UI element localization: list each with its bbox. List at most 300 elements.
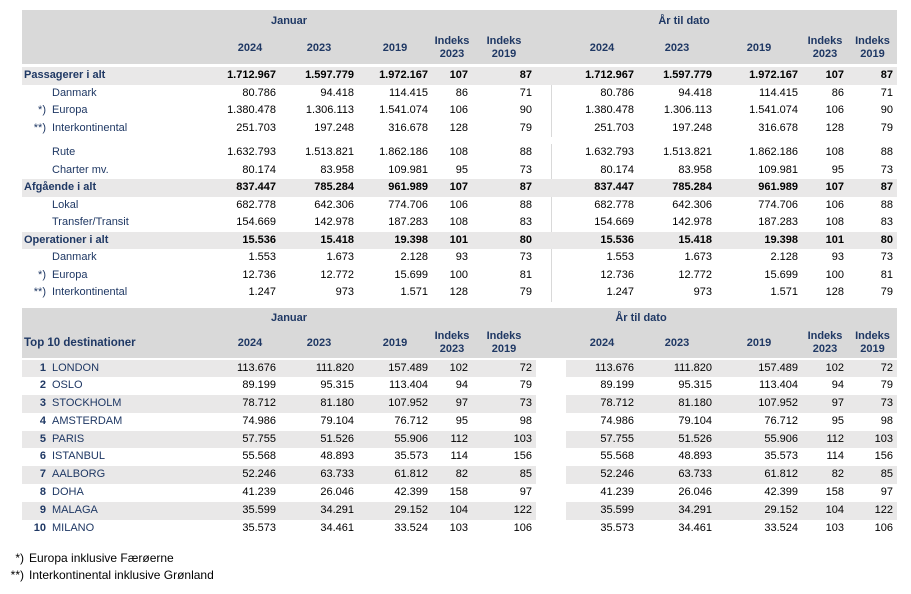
column-divider (536, 377, 566, 395)
cell-ytd-2024: 1.712.967 (585, 69, 634, 81)
col-ytd-2024: 2024 (589, 336, 615, 349)
destination-row (22, 520, 897, 538)
table-row (22, 102, 897, 120)
cell-jan-2024: 57.755 (220, 431, 280, 449)
cell-jan-2019: 29.152 (358, 502, 432, 520)
cell-jan-2019: 774.706 (388, 198, 428, 211)
cell-ytd-2019: 61.812 (716, 466, 802, 484)
destination-name: AMSTERDAM (52, 414, 123, 427)
footnote-marker: *) (15, 551, 24, 566)
cell-ytd-indeks-2023: 82 (802, 466, 848, 484)
rank-number: 8 (39, 486, 46, 499)
cell-jan-2024: 80.786 (242, 86, 276, 99)
cell-ytd-indeks-2019: 72 (848, 360, 897, 378)
destination-label-cell (22, 413, 220, 431)
period-header-row (22, 10, 897, 32)
cell-jan-2024: 1.247 (248, 286, 276, 298)
traffic-totals-body (22, 67, 897, 302)
cell-ytd-2019: 76.712 (764, 414, 798, 427)
column-divider (536, 502, 566, 520)
col-ytd-2019: 2019 (746, 336, 772, 349)
cell-jan-2023: 111.820 (280, 360, 358, 378)
cell-ytd-2024: 251.703 (594, 121, 634, 134)
cell-ytd-2023: 12.772 (678, 268, 712, 281)
cell-jan-2019: 157.489 (358, 360, 432, 378)
column-divider (536, 214, 566, 232)
cell-jan-indeks-2019: 72 (472, 360, 536, 378)
cell-jan-indeks-2023: 93 (455, 251, 468, 263)
cell-jan-indeks-2019: 73 (519, 163, 532, 176)
cell-jan-indeks-2023: 128 (449, 121, 468, 134)
row-label-cell (22, 197, 220, 215)
cell-ytd-2023: 15.418 (678, 233, 712, 246)
table-row (22, 67, 897, 85)
destination-row (22, 466, 897, 484)
cell-jan-indeks-2019: 103 (472, 431, 536, 449)
cell-ytd-indeks-2023: 101 (825, 233, 844, 246)
period-header-row (22, 308, 897, 328)
top10-body (22, 360, 897, 538)
cell-jan-2024: 41.239 (242, 486, 276, 499)
cell-ytd-indeks-2023: 106 (825, 104, 844, 116)
cell-jan-2024: 78.712 (220, 395, 280, 413)
cell-jan-2023: 15.418 (320, 233, 354, 246)
cell-ytd-2019: 187.283 (758, 216, 798, 228)
traffic-totals-table (22, 10, 897, 302)
cell-ytd-2024: 80.786 (600, 86, 634, 99)
cell-jan-indeks-2023: 95 (455, 414, 468, 427)
column-divider (536, 197, 566, 215)
column-divider (536, 431, 566, 449)
row-label: Europa (52, 268, 88, 281)
cell-jan-2019: 42.399 (394, 486, 428, 499)
cell-jan-2023: 34.461 (320, 521, 354, 534)
row-label: Afgående i alt (24, 181, 97, 193)
col-ytd-indeks-2019: Indeks 2019 (855, 329, 890, 355)
rank-number: 4 (39, 414, 46, 427)
destination-row (22, 395, 897, 413)
cell-ytd-2024: 55.568 (600, 450, 634, 463)
col-jan-indeks-2023: Indeks 2023 (434, 329, 470, 355)
cell-ytd-indeks-2019: 156 (874, 450, 893, 463)
cell-ytd-2019: 1.541.074 (749, 104, 798, 116)
col-jan-indeks-2019: Indeks 2019 (486, 35, 522, 60)
cell-jan-2023: 51.526 (280, 431, 358, 449)
col-ytd-2024: 2024 (589, 42, 615, 54)
row-label: Interkontinental (52, 286, 128, 298)
cell-jan-2019: 187.283 (388, 216, 428, 228)
cell-ytd-2023: 51.526 (638, 431, 716, 449)
cell-ytd-2024: 15.536 (600, 233, 634, 246)
table-row (22, 267, 897, 285)
cell-jan-2019: 1.972.167 (379, 69, 428, 81)
cell-ytd-indeks-2019: 98 (880, 414, 893, 427)
cell-jan-indeks-2019: 98 (519, 414, 532, 427)
cell-ytd-indeks-2023: 107 (825, 69, 844, 81)
cell-jan-indeks-2019: 85 (472, 466, 536, 484)
cell-ytd-2023: 785.284 (672, 181, 712, 193)
cell-jan-indeks-2019: 83 (519, 216, 532, 228)
cell-ytd-2019: 961.989 (758, 181, 798, 193)
column-divider (536, 360, 566, 378)
cell-ytd-2019: 33.524 (764, 521, 798, 534)
cell-ytd-2024: 1.380.478 (585, 104, 634, 116)
cell-jan-indeks-2023: 112 (432, 431, 472, 449)
cell-ytd-indeks-2019: 71 (880, 86, 893, 99)
cell-jan-indeks-2023: 158 (449, 486, 468, 499)
row-label: Danmark (52, 251, 97, 263)
cell-jan-indeks-2019: 79 (519, 286, 532, 298)
cell-ytd-indeks-2019: 90 (880, 104, 893, 116)
col-jan-2024: 2024 (237, 336, 263, 349)
column-divider (536, 267, 566, 285)
cell-ytd-2024: 74.986 (600, 414, 634, 427)
footnote-marker: **) (10, 568, 24, 583)
destination-row (22, 413, 897, 431)
cell-jan-indeks-2023: 95 (455, 163, 468, 176)
cell-jan-2019: 55.906 (358, 431, 432, 449)
cell-jan-indeks-2023: 106 (449, 198, 468, 211)
cell-ytd-indeks-2019: 73 (880, 251, 893, 263)
row-label-cell (22, 162, 220, 180)
cell-jan-2023: 1.513.821 (305, 146, 354, 158)
cell-ytd-indeks-2019: 79 (880, 379, 893, 392)
cell-ytd-indeks-2019: 87 (880, 181, 893, 193)
cell-jan-indeks-2023: 104 (432, 502, 472, 520)
cell-jan-2024: 837.447 (236, 181, 276, 193)
destination-row (22, 360, 897, 378)
cell-jan-indeks-2023: 94 (455, 379, 468, 392)
cell-ytd-2024: 154.669 (594, 216, 634, 228)
cell-jan-2023: 63.733 (280, 466, 358, 484)
cell-ytd-2023: 63.733 (638, 466, 716, 484)
cell-jan-2024: 1.712.967 (227, 69, 276, 81)
cell-jan-indeks-2019: 88 (519, 146, 532, 158)
cell-jan-indeks-2019: 88 (519, 198, 532, 211)
row-label: Danmark (52, 86, 97, 99)
cell-ytd-2024: 1.247 (606, 286, 634, 298)
table-row (22, 162, 897, 180)
cell-jan-2023: 79.104 (320, 414, 354, 427)
period-ytd-label: År til dato (615, 311, 667, 324)
cell-ytd-2024: 35.573 (600, 521, 634, 534)
cell-ytd-2023: 197.248 (672, 121, 712, 134)
cell-jan-2023: 142.978 (314, 216, 354, 228)
cell-ytd-2024: 89.199 (600, 379, 634, 392)
cell-ytd-indeks-2023: 108 (825, 216, 844, 228)
row-label: Charter mv. (52, 163, 109, 176)
cell-ytd-2023: 142.978 (672, 216, 712, 228)
cell-ytd-indeks-2023: 93 (831, 251, 844, 263)
destination-label-cell (22, 395, 220, 413)
destination-row (22, 502, 897, 520)
cell-ytd-indeks-2023: 102 (802, 360, 848, 378)
destination-label-cell (22, 484, 220, 502)
cell-jan-indeks-2019: 106 (513, 521, 532, 534)
cell-ytd-indeks-2023: 128 (825, 286, 844, 298)
cell-ytd-2019: 15.699 (764, 268, 798, 281)
cell-ytd-indeks-2023: 94 (831, 379, 844, 392)
cell-ytd-2023: 34.461 (678, 521, 712, 534)
row-label: Transfer/Transit (52, 216, 129, 228)
cell-ytd-2024: 57.755 (566, 431, 638, 449)
cell-ytd-indeks-2023: 95 (831, 414, 844, 427)
cell-jan-2023: 95.315 (320, 379, 354, 392)
cell-ytd-2024: 80.174 (600, 163, 634, 176)
column-divider (536, 395, 566, 413)
cell-jan-2024: 52.246 (220, 466, 280, 484)
period-januar-label: Januar (270, 311, 308, 324)
cell-jan-2019: 61.812 (358, 466, 432, 484)
column-divider (536, 484, 566, 502)
cell-ytd-2019: 29.152 (716, 502, 802, 520)
destination-row (22, 484, 897, 502)
cell-jan-2023: 48.893 (320, 450, 354, 463)
cell-jan-2024: 1.380.478 (227, 104, 276, 116)
cell-jan-indeks-2019: 81 (519, 268, 532, 281)
cell-ytd-2023: 111.820 (638, 360, 716, 378)
cell-jan-2023: 973 (335, 286, 354, 298)
cell-jan-2024: 154.669 (236, 216, 276, 228)
destination-name: ISTANBUL (52, 450, 105, 463)
footnote-europa (4, 550, 911, 567)
row-label-cell (22, 232, 220, 250)
cell-ytd-indeks-2023: 103 (825, 521, 844, 534)
cell-ytd-2019: 774.706 (758, 198, 798, 211)
cell-ytd-2023: 81.180 (638, 395, 716, 413)
footnote-ref-marker: *) (38, 104, 46, 116)
cell-ytd-indeks-2019: 87 (880, 69, 893, 81)
destination-row (22, 377, 897, 395)
cell-jan-indeks-2023: 101 (449, 233, 468, 246)
cell-jan-indeks-2019: 80 (519, 233, 532, 246)
cell-ytd-2023: 48.893 (678, 450, 712, 463)
cell-ytd-indeks-2019: 97 (880, 486, 893, 499)
cell-jan-2019: 1.541.074 (379, 104, 428, 116)
cell-jan-2019: 19.398 (394, 233, 428, 246)
cell-jan-indeks-2019: 87 (519, 69, 532, 81)
table-row (22, 85, 897, 103)
column-divider (536, 413, 566, 431)
cell-jan-2024: 15.536 (242, 233, 276, 246)
cell-jan-2019: 76.712 (394, 414, 428, 427)
cell-ytd-indeks-2023: 95 (831, 163, 844, 176)
cell-jan-2024: 113.676 (220, 360, 280, 378)
cell-jan-2024: 1.553 (248, 251, 276, 263)
cell-ytd-indeks-2019: 81 (880, 268, 893, 281)
cell-ytd-indeks-2019: 85 (848, 466, 897, 484)
col-jan-indeks-2023: Indeks 2023 (434, 35, 470, 60)
cell-ytd-indeks-2023: 128 (825, 121, 844, 134)
cell-ytd-2024: 12.736 (600, 268, 634, 281)
cell-jan-2019: 33.524 (394, 521, 428, 534)
rank-number: 5 (39, 432, 46, 445)
cell-ytd-2019: 55.906 (716, 431, 802, 449)
cell-ytd-2019: 114.415 (759, 86, 798, 99)
cell-ytd-2023: 79.104 (678, 414, 712, 427)
row-label-cell (22, 267, 220, 285)
column-divider (536, 85, 566, 103)
destination-name: MALAGA (52, 503, 98, 516)
cell-jan-2019: 114.415 (389, 86, 428, 99)
cell-jan-2023: 785.284 (314, 181, 354, 193)
table-row (22, 232, 897, 250)
cell-ytd-2023: 34.291 (638, 502, 716, 520)
cell-ytd-indeks-2019: 83 (880, 216, 893, 228)
footnote-ref-marker: **) (33, 121, 46, 134)
row-label-cell (22, 67, 220, 85)
cell-jan-2024: 12.736 (242, 268, 276, 281)
cell-jan-indeks-2023: 106 (449, 104, 468, 116)
cell-ytd-indeks-2023: 114 (826, 450, 844, 463)
footnote-text: Interkontinental inklusive Grønland (29, 568, 214, 583)
table-row (22, 179, 897, 197)
top10-title: Top 10 destinationer (24, 336, 136, 349)
cell-jan-2023: 12.772 (320, 268, 354, 281)
cell-jan-indeks-2019: 73 (472, 395, 536, 413)
row-label-cell (22, 120, 220, 138)
cell-jan-2024: 35.573 (242, 521, 276, 534)
cell-jan-indeks-2023: 107 (449, 69, 468, 81)
cell-jan-indeks-2023: 103 (449, 521, 468, 534)
cell-jan-2023: 1.306.113 (305, 104, 354, 116)
column-divider (536, 144, 566, 162)
cell-ytd-indeks-2019: 73 (848, 395, 897, 413)
cell-jan-2023: 1.597.779 (305, 69, 354, 81)
destination-name: OSLO (52, 379, 83, 392)
row-label-cell (22, 144, 220, 162)
destination-name: PARIS (52, 432, 85, 445)
cell-ytd-2019: 1.862.186 (749, 146, 798, 158)
destination-name: STOCKHOLM (52, 397, 122, 410)
top10-destinations-table (22, 308, 897, 538)
cell-jan-2023: 34.291 (280, 502, 358, 520)
row-label: Operationer i alt (24, 233, 109, 246)
footnote-ref-marker: *) (38, 268, 46, 281)
cell-ytd-indeks-2019: 80 (880, 233, 893, 246)
cell-jan-2024: 74.986 (242, 414, 276, 427)
cell-jan-2019: 316.678 (388, 121, 428, 134)
footnotes (4, 550, 911, 584)
cell-jan-2024: 80.174 (242, 163, 276, 176)
cell-jan-2024: 35.599 (220, 502, 280, 520)
cell-ytd-indeks-2019: 103 (848, 431, 897, 449)
destination-label-cell (22, 360, 220, 378)
cell-jan-2019: 1.571 (400, 286, 428, 298)
cell-ytd-2019: 1.571 (770, 286, 798, 298)
cell-ytd-indeks-2019: 79 (880, 286, 893, 298)
cell-ytd-2024: 41.239 (600, 486, 634, 499)
cell-ytd-2019: 1.972.167 (749, 69, 798, 81)
destination-name: LONDON (52, 361, 100, 374)
cell-jan-2019: 107.952 (358, 395, 432, 413)
year-header-row (22, 32, 897, 64)
cell-ytd-indeks-2023: 106 (825, 198, 844, 211)
cell-ytd-indeks-2023: 97 (802, 395, 848, 413)
footnote-interkontinental (4, 567, 911, 584)
period-ytd-label: År til dato (658, 15, 710, 27)
rank-number: 6 (39, 450, 46, 463)
cell-jan-indeks-2023: 102 (432, 360, 472, 378)
cell-ytd-indeks-2023: 100 (825, 268, 844, 281)
year-header-row (22, 328, 897, 358)
cell-jan-indeks-2023: 82 (432, 466, 472, 484)
rank-number: 1 (39, 361, 46, 374)
cell-jan-2023: 26.046 (320, 486, 354, 499)
col-ytd-2023: 2023 (664, 336, 690, 349)
cell-ytd-2023: 26.046 (678, 486, 712, 499)
col-jan-indeks-2019: Indeks 2019 (486, 329, 522, 355)
col-jan-2023: 2023 (306, 42, 332, 54)
cell-jan-2024: 89.199 (242, 379, 276, 392)
cell-ytd-2019: 316.678 (758, 121, 798, 134)
cell-ytd-2019: 42.399 (764, 486, 798, 499)
cell-ytd-indeks-2023: 108 (825, 146, 844, 158)
cell-jan-indeks-2023: 128 (449, 286, 468, 298)
cell-jan-2019: 1.862.186 (379, 146, 428, 158)
cell-ytd-2023: 1.673 (684, 251, 712, 263)
table-row (22, 214, 897, 232)
cell-ytd-indeks-2023: 112 (802, 431, 848, 449)
col-ytd-2023: 2023 (664, 42, 690, 54)
column-divider (536, 249, 566, 267)
cell-jan-2019: 15.699 (394, 268, 428, 281)
row-label: Lokal (52, 198, 79, 211)
column-divider (536, 179, 566, 197)
cell-jan-2023: 83.958 (320, 163, 354, 176)
cell-jan-2019: 109.981 (388, 163, 428, 176)
destination-label-cell (22, 431, 220, 449)
cell-jan-2024: 1.632.793 (227, 146, 276, 158)
cell-jan-2024: 682.778 (236, 198, 276, 211)
cell-jan-indeks-2023: 86 (455, 86, 468, 99)
cell-ytd-2023: 1.306.113 (663, 104, 712, 116)
destination-row (22, 431, 897, 449)
destination-name: AALBORG (52, 468, 106, 481)
cell-jan-indeks-2023: 100 (449, 268, 468, 281)
row-label-cell (22, 179, 220, 197)
row-label: Europa (52, 104, 88, 116)
row-label-cell (22, 85, 220, 103)
cell-ytd-indeks-2023: 86 (831, 86, 844, 99)
destination-label-cell (22, 466, 220, 484)
cell-jan-indeks-2019: 71 (519, 86, 532, 99)
destination-label-cell (22, 377, 220, 395)
cell-jan-indeks-2019: 73 (519, 251, 532, 263)
cell-jan-indeks-2023: 114 (450, 450, 468, 463)
column-divider (536, 120, 566, 138)
table-row (22, 249, 897, 267)
cell-ytd-2024: 1.553 (606, 251, 634, 263)
col-ytd-indeks-2019: Indeks 2019 (855, 35, 890, 60)
cell-ytd-2023: 94.418 (678, 86, 712, 99)
column-divider (536, 162, 566, 180)
cell-ytd-2024: 113.676 (566, 360, 638, 378)
rank-number: 3 (39, 397, 46, 410)
destination-label-cell (22, 448, 220, 466)
cell-jan-2023: 642.306 (314, 198, 354, 211)
period-januar-label: Januar (270, 15, 308, 27)
cell-jan-2023: 197.248 (314, 121, 354, 134)
table-row (22, 197, 897, 215)
column-divider (536, 232, 566, 250)
cell-jan-2019: 2.128 (400, 251, 428, 263)
cell-ytd-2024: 52.246 (566, 466, 638, 484)
cell-ytd-indeks-2019: 122 (848, 502, 897, 520)
cell-ytd-2024: 78.712 (566, 395, 638, 413)
col-jan-2023: 2023 (306, 336, 332, 349)
cell-jan-2023: 81.180 (280, 395, 358, 413)
